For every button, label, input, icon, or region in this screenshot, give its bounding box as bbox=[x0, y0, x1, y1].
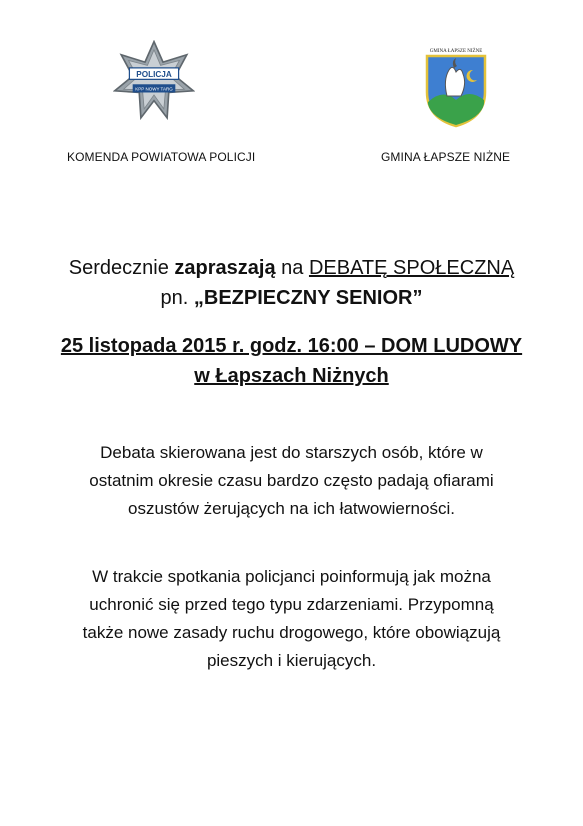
gmina-shield-caption: GMINA ŁAPSZE NIŻNE bbox=[429, 49, 483, 54]
description-paragraph-1: Debata skierowana jest do starszych osób, które w ostatnim okresie czasu bardzo często padają ofiarami oszustów żerujących na ich łatwowierności. bbox=[89, 443, 494, 518]
police-logo bbox=[113, 40, 195, 122]
event-date-place: 25 listopada 2015 r. godz. 16:00 – DOM LUDOWY w Łapszach Niżnych bbox=[60, 335, 523, 387]
invite-part-1: Serdecznie bbox=[68, 257, 175, 279]
invite-debate: DEBATĘ SPOŁECZNĄ bbox=[308, 257, 515, 279]
gmina-coat-of-arms bbox=[423, 44, 489, 128]
police-badge-subtext: KPP NOWY TARG bbox=[135, 86, 173, 92]
police-badge-text: POLICJA bbox=[136, 69, 172, 79]
description-paragraph-2: W trakcie spotkania policjanci poinformują jak można uchronić się przed tego typu zdarzeniami. Przypomną także nowe zasady ruchu drogowego, które obowiązują pieszych i kierujących. bbox=[82, 567, 501, 670]
invite-part-2: zapraszają bbox=[174, 257, 276, 279]
invite-part-3: na bbox=[275, 257, 309, 279]
invitation-text bbox=[60, 253, 523, 313]
gmina-name: GMINA ŁAPSZE NIŻNE bbox=[381, 150, 511, 164]
invite-part-5: pn. bbox=[160, 287, 194, 309]
police-command-name: KOMENDA POWIATOWA POLICJI bbox=[67, 150, 256, 164]
event-title: „BEZPIECZNY SENIOR” bbox=[193, 287, 423, 309]
